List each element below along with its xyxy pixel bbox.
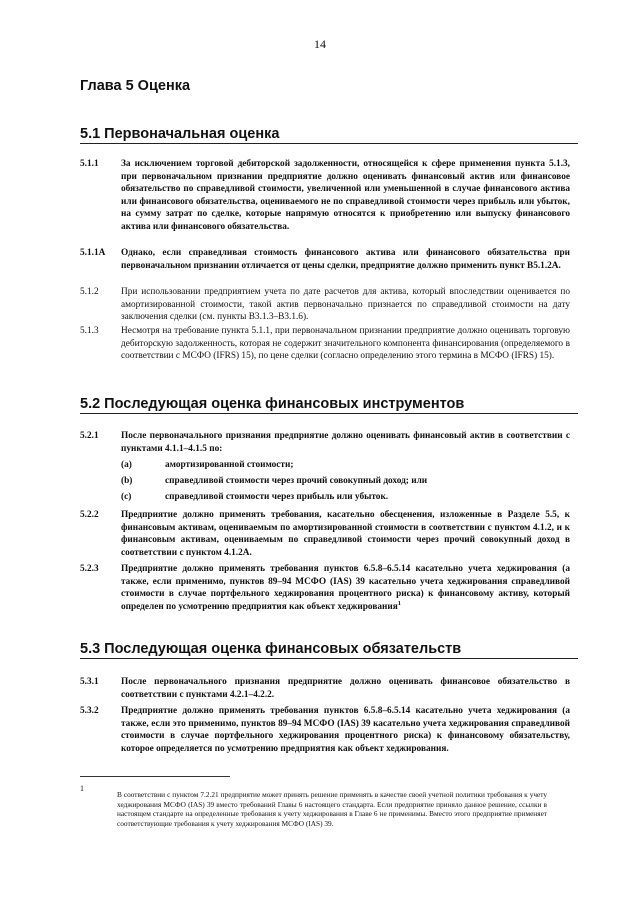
list-label: (c) (121, 492, 132, 502)
list-text: амортизированной стоимости; (165, 460, 294, 470)
section-title-5-1: 5.1 Первоначальная оценка (80, 126, 578, 144)
paragraph-text: При использовании предприятием учета по дате расчетов для актива, который впоследствии оценивается по амортизированной стоимости, такой актив первоначально признается по справедливой стоимости на дату заключения сделки (см. пункты B3.1.3–B3.1.6). (121, 287, 570, 323)
chapter-title: Глава 5 Оценка (80, 78, 191, 94)
paragraph-number: 5.3.2 (80, 706, 99, 716)
paragraph-number: 5.1.1A (80, 248, 106, 258)
paragraph-5-3-2 (80, 705, 570, 755)
paragraph-text: За исключением торговой дебиторской задолженности, относящейся к сфере применения пункта 5.1.3, при первоначальном признании предприятие должно оценивать финансовый актив или финансовое обязательство по справедливой стоимости, увеличенной или уменьшенной в случае финансового актива или финансового обязательства, оцениваемого не по справедливой стоимости через прибыль или убыток, на сумму затрат по сделке, которые напрямую относятся к приобретению или выпуску финансового актива или финансового обязательства. (121, 159, 570, 232)
paragraph-text (121, 563, 570, 613)
paragraph-5-1-2 (80, 286, 570, 324)
footnote-reference: 1 (397, 599, 402, 607)
section-title-5-3: 5.3 Последующая оценка финансовых обязательств (80, 641, 578, 659)
paragraph-number: 5.2.2 (80, 510, 99, 520)
paragraph-text: Предприятие должно применять требования пунктов 6.5.8–6.5.14 касательно учета хеджирования (а также, если это применимо, пунктов 89–94 МСФО (IAS) 39 касательно учета хеджирования справедливой стоимости в случае портфельного хеджирования процентного риска) к финансовому обязательству, которое определяется по усмотрению предприятия как объект хеджирования. (121, 706, 570, 754)
list-label: (b) (121, 476, 133, 486)
page-number: 14 (314, 37, 326, 51)
paragraph-text: Несмотря на требование пункта 5.1.1, при первоначальном признании предприятие должно оценивать торговую дебиторскую задолженность, которая не содержит значительного компонента финансирования (определяемого в соответствии с МСФО (IFRS) 15), по цене сделки (согласно определению этого термина в МСФО (IFRS) 15). (121, 326, 570, 362)
paragraph-text: Однако, если справедливая стоимость финансового актива или финансового обязательства при первоначальном признании отличается от цены сделки, предприятие должно применить пункт B5.1.2A. (121, 248, 570, 271)
paragraph-5-1-3 (80, 325, 570, 363)
footnote-separator (80, 776, 230, 777)
paragraph-5-1-1 (80, 158, 570, 234)
paragraph-text: Предприятие должно применять требования, касательно обесценения, изложенные в Разделе 5.5, к финансовым активам, оцениваемым по амортизированной стоимости в соответствии с пунктом 4.1.2, и к финансовым активам, оцениваемым по справедливой стоимости через прочий совокупный доход в соответствии с пунктом 4.1.2A. (121, 510, 570, 558)
paragraph-5-1-1a (80, 247, 570, 272)
paragraph-text: После первоначального признания предприятие должно оценивать финансовый актив в соответствии с пунктами 4.1.1–4.1.5 по: (121, 431, 570, 454)
paragraph-text: После первоначального признания предприятие должно оценивать финансовое обязательство в соответствии с пунктами 4.2.1–4.2.2. (121, 677, 570, 700)
list-text: справедливой стоимости через прибыль или убыток. (165, 492, 389, 502)
paragraph-body: Предприятие должно применять требования пунктов 6.5.8–6.5.14 касательно учета хеджирования (а также, если применимо, пунктов 89–94 МСФО (IAS) 39 касательно учета хеджирования справедливой стоимости в случае портфельного хеджирования процентного риска) к финансовому активу, который определен по усмотрению предприятия как объект хеджирования (121, 564, 570, 612)
list-label: (a) (121, 460, 132, 470)
paragraph-number: 5.1.3 (80, 326, 99, 336)
paragraph-number: 5.3.1 (80, 677, 99, 687)
paragraph-number: 5.2.1 (80, 431, 99, 441)
section-title-5-2: 5.2 Последующая оценка финансовых инструментов (80, 396, 578, 414)
paragraph-number: 5.2.3 (80, 564, 99, 574)
paragraph-number: 5.1.2 (80, 287, 99, 297)
paragraph-5-3-1 (80, 676, 570, 701)
footnote-text: В соответствии с пунктом 7.2.21 предприятие может принять решение применять в качестве своей учетной политики требования к учету хеджирования МСФО (IAS) 39 вместо требований Главы 6 настоящего стандарта. Если предприятие приняло данное решение, ссылки в настоящем стандарте на определенные требования к учету хеджирования в Главе 6 не применимы. Вместо этого предприятие применяет соответствующие требования к учету хеджирования МСФО (IAS) 39. (117, 790, 547, 829)
paragraph-5-2-2 (80, 509, 570, 559)
list-text: справедливой стоимости через прочий совокупный доход; или (165, 476, 428, 486)
footnote-mark: 1 (80, 784, 84, 793)
paragraph-5-2-3 (80, 563, 570, 613)
paragraph-number: 5.1.1 (80, 159, 99, 169)
paragraph-5-2-1 (80, 430, 570, 455)
